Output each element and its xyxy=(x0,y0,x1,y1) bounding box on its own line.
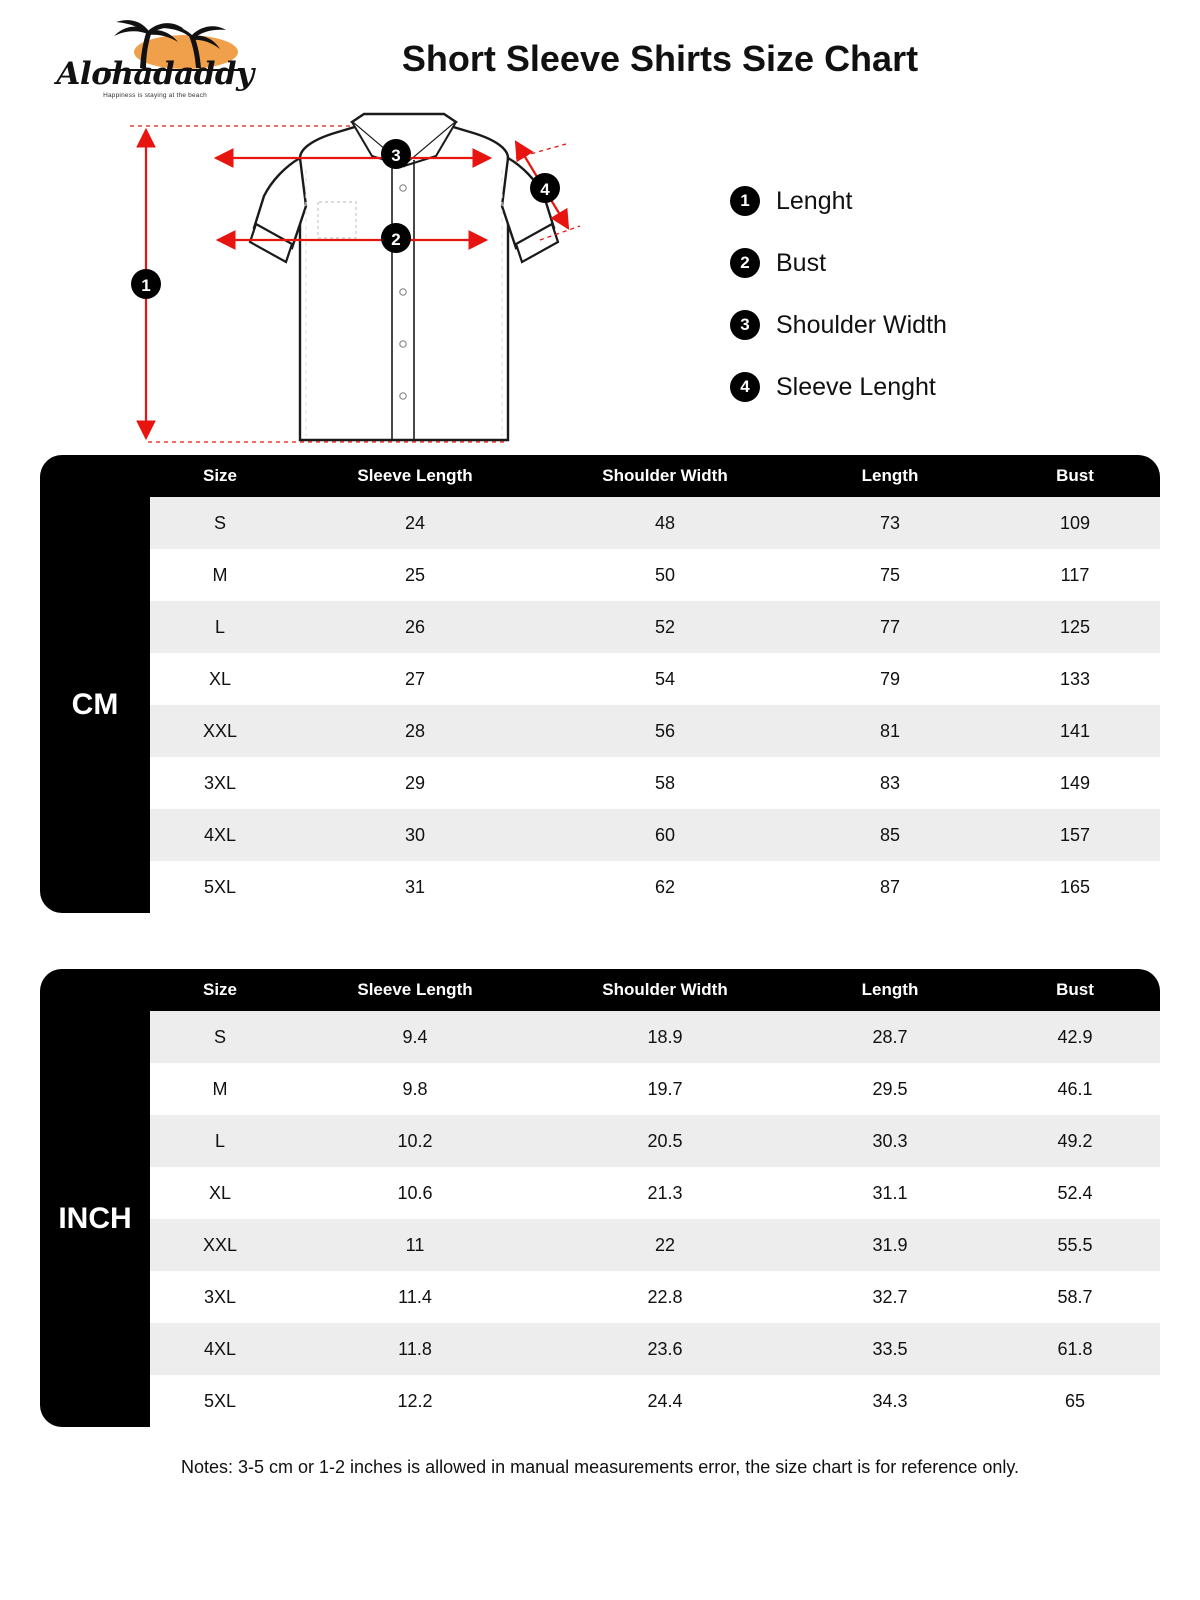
cell-shoulder: 54 xyxy=(540,653,790,705)
cell-shoulder: 62 xyxy=(540,861,790,913)
cell-length: 85 xyxy=(790,809,990,861)
cell-length: 33.5 xyxy=(790,1323,990,1375)
table-row xyxy=(40,705,1160,757)
table-row xyxy=(40,1375,1160,1427)
cell-shoulder: 58 xyxy=(540,757,790,809)
cell-bust: 49.2 xyxy=(990,1115,1160,1167)
cell-sleeve: 11.4 xyxy=(290,1271,540,1323)
cell-bust: 109 xyxy=(990,497,1160,549)
unit-cell-cm: CM xyxy=(40,497,150,913)
cell-sleeve: 10.6 xyxy=(290,1167,540,1219)
cell-size: 4XL xyxy=(150,1323,290,1375)
cell-sleeve: 28 xyxy=(290,705,540,757)
legend-item-length xyxy=(730,170,947,232)
table-row xyxy=(40,1167,1160,1219)
cell-size: XXL xyxy=(150,1219,290,1271)
cell-size: L xyxy=(150,1115,290,1167)
cell-sleeve: 29 xyxy=(290,757,540,809)
table-row xyxy=(40,653,1160,705)
col-header-sleeve-length: Sleeve Length xyxy=(290,455,540,497)
col-header-bust: Bust xyxy=(990,969,1160,1011)
cell-bust: 42.9 xyxy=(990,1011,1160,1063)
cell-bust: 61.8 xyxy=(990,1323,1160,1375)
table-row xyxy=(40,861,1160,913)
cell-shoulder: 60 xyxy=(540,809,790,861)
cell-size: XXL xyxy=(150,705,290,757)
table-header-row xyxy=(40,969,1160,1011)
table-row xyxy=(40,497,1160,549)
cell-shoulder: 50 xyxy=(540,549,790,601)
size-table-cm xyxy=(40,455,1160,913)
cell-length: 31.1 xyxy=(790,1167,990,1219)
table-row xyxy=(40,809,1160,861)
cell-sleeve: 11.8 xyxy=(290,1323,540,1375)
diagram-marker-3 xyxy=(381,139,411,169)
cell-shoulder: 19.7 xyxy=(540,1063,790,1115)
col-header-sleeve-length: Sleeve Length xyxy=(290,969,540,1011)
cell-size: S xyxy=(150,497,290,549)
cell-length: 32.7 xyxy=(790,1271,990,1323)
legend-badge-3: 3 xyxy=(730,310,760,340)
size-table-inch xyxy=(40,969,1160,1427)
col-header-length: Length xyxy=(790,455,990,497)
cell-length: 87 xyxy=(790,861,990,913)
cell-shoulder: 21.3 xyxy=(540,1167,790,1219)
cell-sleeve: 11 xyxy=(290,1219,540,1271)
cell-sleeve: 30 xyxy=(290,809,540,861)
col-header-shoulder-width: Shoulder Width xyxy=(540,969,790,1011)
brand-name: Alohadaddy xyxy=(56,56,254,92)
cell-bust: 65 xyxy=(990,1375,1160,1427)
diagram-marker-4 xyxy=(530,173,560,203)
svg-text:1: 1 xyxy=(141,276,151,295)
table-header-row xyxy=(40,455,1160,497)
table-row xyxy=(40,549,1160,601)
cell-size: 4XL xyxy=(150,809,290,861)
svg-text:4: 4 xyxy=(540,180,550,199)
svg-text:2: 2 xyxy=(391,230,401,249)
legend-badge-4: 4 xyxy=(730,372,760,402)
legend-label-3: Shoulder Width xyxy=(776,310,947,339)
cell-length: 83 xyxy=(790,757,990,809)
cell-shoulder: 23.6 xyxy=(540,1323,790,1375)
diagram-marker-2 xyxy=(381,223,411,253)
col-header-size: Size xyxy=(150,455,290,497)
cell-sleeve: 25 xyxy=(290,549,540,601)
cell-size: M xyxy=(150,1063,290,1115)
col-header-bust: Bust xyxy=(990,455,1160,497)
cell-length: 79 xyxy=(790,653,990,705)
cell-size: 5XL xyxy=(150,1375,290,1427)
cell-length: 81 xyxy=(790,705,990,757)
cell-shoulder: 18.9 xyxy=(540,1011,790,1063)
cell-shoulder: 56 xyxy=(540,705,790,757)
cell-shoulder: 52 xyxy=(540,601,790,653)
cell-size: 3XL xyxy=(150,1271,290,1323)
cell-bust: 157 xyxy=(990,809,1160,861)
cell-bust: 52.4 xyxy=(990,1167,1160,1219)
cell-shoulder: 24.4 xyxy=(540,1375,790,1427)
table-row xyxy=(40,1323,1160,1375)
cell-size: 3XL xyxy=(150,757,290,809)
table-spacer xyxy=(0,913,1200,969)
legend-item-shoulder-width xyxy=(730,294,947,356)
measurement-diagram xyxy=(0,110,1200,455)
diagram-legend xyxy=(730,170,947,418)
cell-length: 30.3 xyxy=(790,1115,990,1167)
cell-sleeve: 24 xyxy=(290,497,540,549)
cell-sleeve: 12.2 xyxy=(290,1375,540,1427)
size-table-cm-wrap xyxy=(40,455,1160,913)
cell-bust: 133 xyxy=(990,653,1160,705)
cell-bust: 165 xyxy=(990,861,1160,913)
table-row xyxy=(40,757,1160,809)
cell-size: M xyxy=(150,549,290,601)
cell-bust: 141 xyxy=(990,705,1160,757)
page-title: Short Sleeve Shirts Size Chart xyxy=(401,38,919,79)
cell-size: L xyxy=(150,601,290,653)
legend-item-sleeve-length xyxy=(730,356,947,418)
cell-length: 75 xyxy=(790,549,990,601)
table-row xyxy=(40,1271,1160,1323)
svg-text:3: 3 xyxy=(391,146,401,165)
table-row xyxy=(40,1063,1160,1115)
cell-length: 28.7 xyxy=(790,1011,990,1063)
notes-text: Notes: 3-5 cm or 1-2 inches is allowed in manual measurements error, the size chart is for reference only. xyxy=(180,1457,1020,1477)
cell-bust: 46.1 xyxy=(990,1063,1160,1115)
cell-shoulder: 22.8 xyxy=(540,1271,790,1323)
cell-bust: 55.5 xyxy=(990,1219,1160,1271)
brand-logo xyxy=(40,16,270,106)
cell-bust: 117 xyxy=(990,549,1160,601)
cell-length: 77 xyxy=(790,601,990,653)
legend-label-1: Lenght xyxy=(776,186,853,215)
unit-cell-inch: INCH xyxy=(40,1011,150,1427)
cell-length: 73 xyxy=(790,497,990,549)
cell-length: 29.5 xyxy=(790,1063,990,1115)
cell-sleeve: 31 xyxy=(290,861,540,913)
cell-size: XL xyxy=(150,653,290,705)
legend-label-4: Sleeve Lenght xyxy=(776,372,936,401)
cell-bust: 125 xyxy=(990,601,1160,653)
cell-size: XL xyxy=(150,1167,290,1219)
table-row xyxy=(40,1115,1160,1167)
page-header xyxy=(0,0,1200,110)
brand-tagline: Happiness is staying at the beach xyxy=(103,92,207,99)
cell-sleeve: 9.8 xyxy=(290,1063,540,1115)
legend-item-bust xyxy=(730,232,947,294)
cell-length: 31.9 xyxy=(790,1219,990,1271)
cell-bust: 58.7 xyxy=(990,1271,1160,1323)
cell-shoulder: 22 xyxy=(540,1219,790,1271)
cell-sleeve: 27 xyxy=(290,653,540,705)
cell-shoulder: 20.5 xyxy=(540,1115,790,1167)
diagram-marker-1 xyxy=(131,269,161,299)
cell-sleeve: 10.2 xyxy=(290,1115,540,1167)
cell-size: 5XL xyxy=(150,861,290,913)
legend-badge-1: 1 xyxy=(730,186,760,216)
col-header-length: Length xyxy=(790,969,990,1011)
col-header-size: Size xyxy=(150,969,290,1011)
cell-shoulder: 48 xyxy=(540,497,790,549)
table-row xyxy=(40,1219,1160,1271)
col-header-shoulder-width: Shoulder Width xyxy=(540,455,790,497)
cell-length: 34.3 xyxy=(790,1375,990,1427)
cell-bust: 149 xyxy=(990,757,1160,809)
cell-size: S xyxy=(150,1011,290,1063)
legend-badge-2: 2 xyxy=(730,248,760,278)
cell-sleeve: 9.4 xyxy=(290,1011,540,1063)
unit-header-inch xyxy=(40,969,150,1011)
size-table-inch-wrap xyxy=(40,969,1160,1427)
legend-label-2: Bust xyxy=(776,248,827,277)
table-row xyxy=(40,1011,1160,1063)
table-row xyxy=(40,601,1160,653)
cell-sleeve: 26 xyxy=(290,601,540,653)
unit-header-cm xyxy=(40,455,150,497)
shirt-diagram-svg xyxy=(0,110,720,455)
